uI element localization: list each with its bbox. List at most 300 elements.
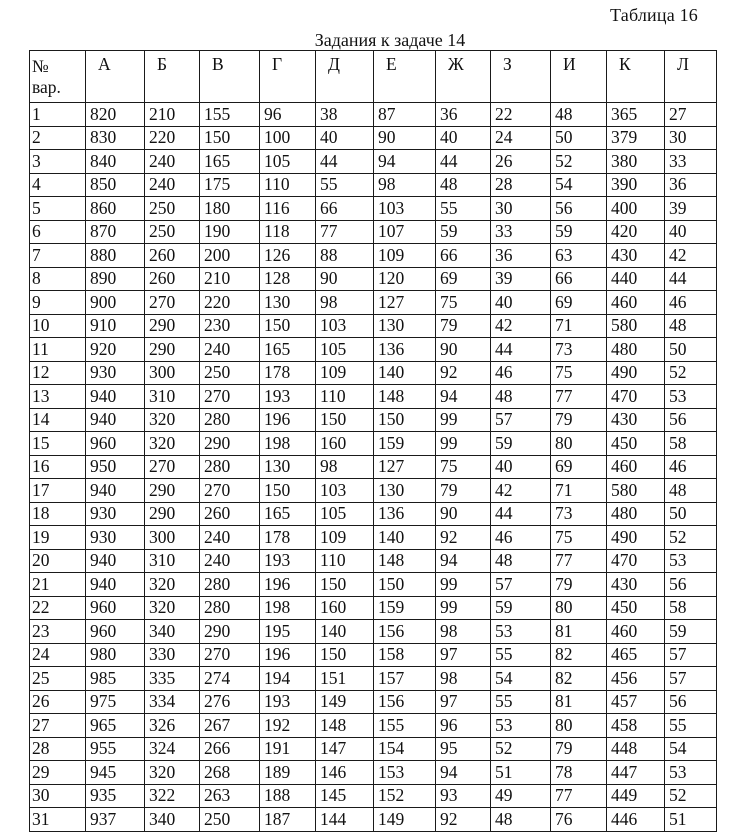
table-cell: 155: [200, 103, 260, 127]
table-cell: 48: [491, 549, 551, 573]
table-cell: 59: [665, 620, 717, 644]
table-cell: 27: [665, 103, 717, 127]
table-cell: 105: [316, 338, 374, 362]
table-cell: 340: [145, 808, 200, 832]
header-column: Е: [374, 51, 436, 103]
variant-number-cell: 25: [30, 667, 86, 691]
table-cell: 73: [551, 338, 607, 362]
table-row: [30, 549, 717, 573]
table-cell: 44: [436, 150, 491, 174]
table-cell: 290: [200, 432, 260, 456]
table-cell: 150: [316, 408, 374, 432]
table-cell: 66: [316, 197, 374, 221]
table-cell: 850: [86, 173, 145, 197]
table-cell: 77: [551, 549, 607, 573]
table-cell: 140: [374, 526, 436, 550]
table-cell: 268: [200, 761, 260, 785]
header-column: А: [86, 51, 145, 103]
table-cell: 145: [316, 784, 374, 808]
table-row: [30, 314, 717, 338]
table-cell: 280: [200, 408, 260, 432]
table-cell: 116: [260, 197, 316, 221]
table-cell: 50: [665, 502, 717, 526]
table-cell: 53: [491, 620, 551, 644]
table-cell: 36: [491, 244, 551, 268]
table-row: [30, 103, 717, 127]
table-cell: 126: [260, 244, 316, 268]
table-cell: 830: [86, 126, 145, 150]
table-cell: 430: [607, 408, 665, 432]
table-cell: 450: [607, 596, 665, 620]
table-cell: 400: [607, 197, 665, 221]
table-cell: 53: [665, 549, 717, 573]
table-cell: 955: [86, 737, 145, 761]
table-cell: 128: [260, 267, 316, 291]
table-cell: 290: [145, 502, 200, 526]
table-cell: 154: [374, 737, 436, 761]
variant-number-cell: 2: [30, 126, 86, 150]
table-cell: 55: [665, 714, 717, 738]
variant-number-cell: 4: [30, 173, 86, 197]
table-cell: 146: [316, 761, 374, 785]
table-cell: 266: [200, 737, 260, 761]
table-cell: 460: [607, 620, 665, 644]
table-cell: 50: [665, 338, 717, 362]
table-cell: 148: [374, 549, 436, 573]
table-cell: 69: [551, 291, 607, 315]
table-cell: 82: [551, 667, 607, 691]
table-cell: 110: [260, 173, 316, 197]
table-cell: 59: [491, 596, 551, 620]
table-header-row: [30, 51, 717, 103]
table-cell: 59: [551, 220, 607, 244]
table-row: [30, 385, 717, 409]
table-row: [30, 267, 717, 291]
table-cell: 40: [491, 291, 551, 315]
table-row: [30, 455, 717, 479]
table-cell: 940: [86, 479, 145, 503]
table-cell: 75: [551, 361, 607, 385]
table-cell: 52: [665, 784, 717, 808]
table-cell: 820: [86, 103, 145, 127]
table-cell: 42: [491, 479, 551, 503]
table-cell: 66: [551, 267, 607, 291]
table-cell: 200: [200, 244, 260, 268]
table-cell: 107: [374, 220, 436, 244]
table-cell: 99: [436, 408, 491, 432]
table-row: [30, 479, 717, 503]
table-cell: 900: [86, 291, 145, 315]
table-cell: 48: [491, 808, 551, 832]
table-cell: 178: [260, 526, 316, 550]
table-cell: 94: [436, 549, 491, 573]
table-row: [30, 150, 717, 174]
table-cell: 322: [145, 784, 200, 808]
table-cell: 79: [551, 408, 607, 432]
variant-number-cell: 14: [30, 408, 86, 432]
table-cell: 44: [491, 338, 551, 362]
table-cell: 160: [316, 596, 374, 620]
table-cell: 93: [436, 784, 491, 808]
table-cell: 480: [607, 338, 665, 362]
table-cell: 54: [551, 173, 607, 197]
table-cell: 55: [491, 643, 551, 667]
variant-number-cell: 18: [30, 502, 86, 526]
table-cell: 260: [200, 502, 260, 526]
table-cell: 950: [86, 455, 145, 479]
table-cell: 50: [551, 126, 607, 150]
table-cell: 960: [86, 596, 145, 620]
table-cell: 56: [665, 408, 717, 432]
table-cell: 39: [665, 197, 717, 221]
table-cell: 420: [607, 220, 665, 244]
variant-number-cell: 11: [30, 338, 86, 362]
table-cell: 300: [145, 526, 200, 550]
header-column: Л: [665, 51, 717, 103]
table-cell: 151: [316, 667, 374, 691]
table-cell: 250: [200, 808, 260, 832]
variant-number-cell: 27: [30, 714, 86, 738]
table-row: [30, 126, 717, 150]
table-cell: 110: [316, 549, 374, 573]
table-cell: 48: [491, 385, 551, 409]
table-cell: 52: [665, 526, 717, 550]
table-cell: 90: [374, 126, 436, 150]
table-cell: 105: [316, 502, 374, 526]
table-cell: 930: [86, 361, 145, 385]
table-body: [30, 103, 717, 832]
table-cell: 110: [316, 385, 374, 409]
table-row: [30, 761, 717, 785]
table-cell: 480: [607, 502, 665, 526]
table-cell: 99: [436, 596, 491, 620]
table-cell: 69: [551, 455, 607, 479]
table-row: [30, 220, 717, 244]
table-cell: 52: [551, 150, 607, 174]
variant-number-cell: 3: [30, 150, 86, 174]
table-cell: 940: [86, 385, 145, 409]
table-cell: 75: [436, 291, 491, 315]
table-cell: 90: [436, 502, 491, 526]
table-cell: 334: [145, 690, 200, 714]
table-cell: 75: [436, 455, 491, 479]
table-cell: 188: [260, 784, 316, 808]
table-cell: 270: [145, 291, 200, 315]
table-cell: 97: [436, 690, 491, 714]
variant-number-cell: 29: [30, 761, 86, 785]
table-cell: 490: [607, 526, 665, 550]
table-cell: 250: [145, 197, 200, 221]
table-cell: 57: [491, 573, 551, 597]
table-cell: 965: [86, 714, 145, 738]
table-cell: 310: [145, 385, 200, 409]
table-cell: 44: [665, 267, 717, 291]
table-cell: 335: [145, 667, 200, 691]
table-cell: 220: [145, 126, 200, 150]
table-cell: 326: [145, 714, 200, 738]
table-title: Задания к задаче 14: [314, 30, 466, 50]
table-cell: 960: [86, 620, 145, 644]
header-variant-number-symbol: №: [32, 56, 49, 76]
table-cell: 937: [86, 808, 145, 832]
table-cell: 28: [491, 173, 551, 197]
table-cell: 149: [316, 690, 374, 714]
table-cell: 46: [491, 361, 551, 385]
table-cell: 860: [86, 197, 145, 221]
table-cell: 98: [436, 620, 491, 644]
table-cell: 100: [260, 126, 316, 150]
table-cell: 157: [374, 667, 436, 691]
table-cell: 290: [145, 479, 200, 503]
variant-number-cell: 28: [30, 737, 86, 761]
header-variant-number-abbrev: вар.: [32, 77, 61, 97]
table-cell: 270: [200, 643, 260, 667]
table-row: [30, 432, 717, 456]
table-cell: 36: [436, 103, 491, 127]
variant-number-cell: 1: [30, 103, 86, 127]
table-cell: 76: [551, 808, 607, 832]
table-cell: 98: [316, 455, 374, 479]
table-cell: 430: [607, 244, 665, 268]
table-cell: 40: [491, 455, 551, 479]
table-cell: 240: [200, 549, 260, 573]
table-cell: 192: [260, 714, 316, 738]
table-cell: 189: [260, 761, 316, 785]
table-cell: 250: [145, 220, 200, 244]
table-cell: 193: [260, 385, 316, 409]
table-row: [30, 596, 717, 620]
table-cell: 96: [436, 714, 491, 738]
table-cell: 33: [665, 150, 717, 174]
table-cell: 165: [200, 150, 260, 174]
table-cell: 870: [86, 220, 145, 244]
header-column: К: [607, 51, 665, 103]
table-cell: 94: [436, 385, 491, 409]
table-cell: 98: [316, 291, 374, 315]
table-cell: 52: [665, 361, 717, 385]
table-cell: 56: [665, 573, 717, 597]
table-cell: 55: [316, 173, 374, 197]
variant-number-cell: 21: [30, 573, 86, 597]
header-column: И: [551, 51, 607, 103]
table-cell: 90: [436, 338, 491, 362]
table-cell: 890: [86, 267, 145, 291]
table-cell: 30: [665, 126, 717, 150]
table-cell: 210: [145, 103, 200, 127]
table-row: [30, 173, 717, 197]
table-cell: 187: [260, 808, 316, 832]
variant-number-cell: 13: [30, 385, 86, 409]
table-cell: 136: [374, 338, 436, 362]
table-cell: 300: [145, 361, 200, 385]
table-cell: 130: [374, 314, 436, 338]
variant-number-cell: 24: [30, 643, 86, 667]
table-cell: 160: [316, 432, 374, 456]
table-cell: 73: [551, 502, 607, 526]
table-cell: 26: [491, 150, 551, 174]
variant-number-cell: 16: [30, 455, 86, 479]
table-cell: 446: [607, 808, 665, 832]
table-cell: 44: [491, 502, 551, 526]
table-cell: 130: [260, 291, 316, 315]
table-cell: 136: [374, 502, 436, 526]
table-cell: 263: [200, 784, 260, 808]
table-cell: 456: [607, 667, 665, 691]
variant-number-cell: 5: [30, 197, 86, 221]
table-cell: 240: [145, 150, 200, 174]
table-cell: 36: [665, 173, 717, 197]
table-cell: 69: [436, 267, 491, 291]
table-cell: 95: [436, 737, 491, 761]
header-column: Г: [260, 51, 316, 103]
table-row: [30, 784, 717, 808]
table-cell: 103: [316, 479, 374, 503]
table-row: [30, 690, 717, 714]
table-cell: 140: [316, 620, 374, 644]
table-row: [30, 573, 717, 597]
table-cell: 320: [145, 596, 200, 620]
table-cell: 153: [374, 761, 436, 785]
table-cell: 48: [436, 173, 491, 197]
table-cell: 196: [260, 408, 316, 432]
table-cell: 152: [374, 784, 436, 808]
table-cell: 30: [491, 197, 551, 221]
table-cell: 380: [607, 150, 665, 174]
table-cell: 150: [200, 126, 260, 150]
table-cell: 53: [665, 385, 717, 409]
table-cell: 55: [491, 690, 551, 714]
header-variant-number: [30, 51, 86, 103]
table-cell: 155: [374, 714, 436, 738]
table-cell: 193: [260, 690, 316, 714]
table-cell: 109: [374, 244, 436, 268]
table-cell: 118: [260, 220, 316, 244]
table-cell: 46: [665, 291, 717, 315]
variant-number-cell: 9: [30, 291, 86, 315]
table-cell: 945: [86, 761, 145, 785]
table-cell: 159: [374, 596, 436, 620]
table-cell: 149: [374, 808, 436, 832]
table-cell: 210: [200, 267, 260, 291]
table-cell: 88: [316, 244, 374, 268]
table-cell: 940: [86, 408, 145, 432]
table-cell: 71: [551, 479, 607, 503]
table-cell: 78: [551, 761, 607, 785]
table-cell: 63: [551, 244, 607, 268]
table-cell: 92: [436, 526, 491, 550]
table-cell: 96: [260, 103, 316, 127]
table-cell: 92: [436, 361, 491, 385]
table-cell: 105: [260, 150, 316, 174]
table-cell: 260: [145, 244, 200, 268]
table-cell: 42: [491, 314, 551, 338]
table-cell: 147: [316, 737, 374, 761]
table-cell: 42: [665, 244, 717, 268]
table-cell: 103: [374, 197, 436, 221]
table-cell: 250: [200, 361, 260, 385]
table-cell: 109: [316, 526, 374, 550]
table-cell: 148: [374, 385, 436, 409]
variant-number-cell: 6: [30, 220, 86, 244]
table-cell: 98: [436, 667, 491, 691]
table-cell: 158: [374, 643, 436, 667]
table-row: [30, 620, 717, 644]
table-cell: 40: [436, 126, 491, 150]
table-cell: 56: [665, 690, 717, 714]
table-row: [30, 808, 717, 832]
table-cell: 430: [607, 573, 665, 597]
table-cell: 39: [491, 267, 551, 291]
table-cell: 190: [200, 220, 260, 244]
table-cell: 270: [145, 455, 200, 479]
table-cell: 985: [86, 667, 145, 691]
variant-number-cell: 20: [30, 549, 86, 573]
table-cell: 56: [551, 197, 607, 221]
table-cell: 48: [665, 314, 717, 338]
table-cell: 49: [491, 784, 551, 808]
table-cell: 92: [436, 808, 491, 832]
table-row: [30, 667, 717, 691]
variant-number-cell: 15: [30, 432, 86, 456]
table-cell: 99: [436, 573, 491, 597]
table-cell: 79: [436, 479, 491, 503]
table-cell: 280: [200, 455, 260, 479]
table-cell: 150: [374, 408, 436, 432]
table-cell: 120: [374, 267, 436, 291]
table-cell: 975: [86, 690, 145, 714]
variant-number-cell: 23: [30, 620, 86, 644]
table-cell: 320: [145, 573, 200, 597]
table-cell: 340: [145, 620, 200, 644]
table-cell: 109: [316, 361, 374, 385]
table-cell: 77: [316, 220, 374, 244]
table-cell: 240: [200, 338, 260, 362]
variant-number-cell: 19: [30, 526, 86, 550]
table-cell: 80: [551, 432, 607, 456]
table-cell: 930: [86, 526, 145, 550]
table-cell: 191: [260, 737, 316, 761]
table-cell: 980: [86, 643, 145, 667]
table-cell: 198: [260, 432, 316, 456]
table-cell: 156: [374, 620, 436, 644]
table-cell: 40: [665, 220, 717, 244]
table-cell: 390: [607, 173, 665, 197]
table-cell: 165: [260, 502, 316, 526]
table-cell: 59: [491, 432, 551, 456]
variant-number-cell: 7: [30, 244, 86, 268]
table-cell: 59: [436, 220, 491, 244]
table-cell: 150: [260, 479, 316, 503]
table-cell: 175: [200, 173, 260, 197]
table-cell: 24: [491, 126, 551, 150]
table-cell: 150: [374, 573, 436, 597]
table-cell: 144: [316, 808, 374, 832]
table-cell: 33: [491, 220, 551, 244]
table-cell: 140: [374, 361, 436, 385]
table-cell: 320: [145, 432, 200, 456]
table-row: [30, 714, 717, 738]
table-cell: 66: [436, 244, 491, 268]
table-cell: 910: [86, 314, 145, 338]
table-cell: 79: [551, 737, 607, 761]
table-cell: 48: [665, 479, 717, 503]
table-cell: 46: [491, 526, 551, 550]
table-cell: 180: [200, 197, 260, 221]
table-cell: 880: [86, 244, 145, 268]
table-cell: 40: [316, 126, 374, 150]
table-cell: 320: [145, 408, 200, 432]
table-cell: 440: [607, 267, 665, 291]
